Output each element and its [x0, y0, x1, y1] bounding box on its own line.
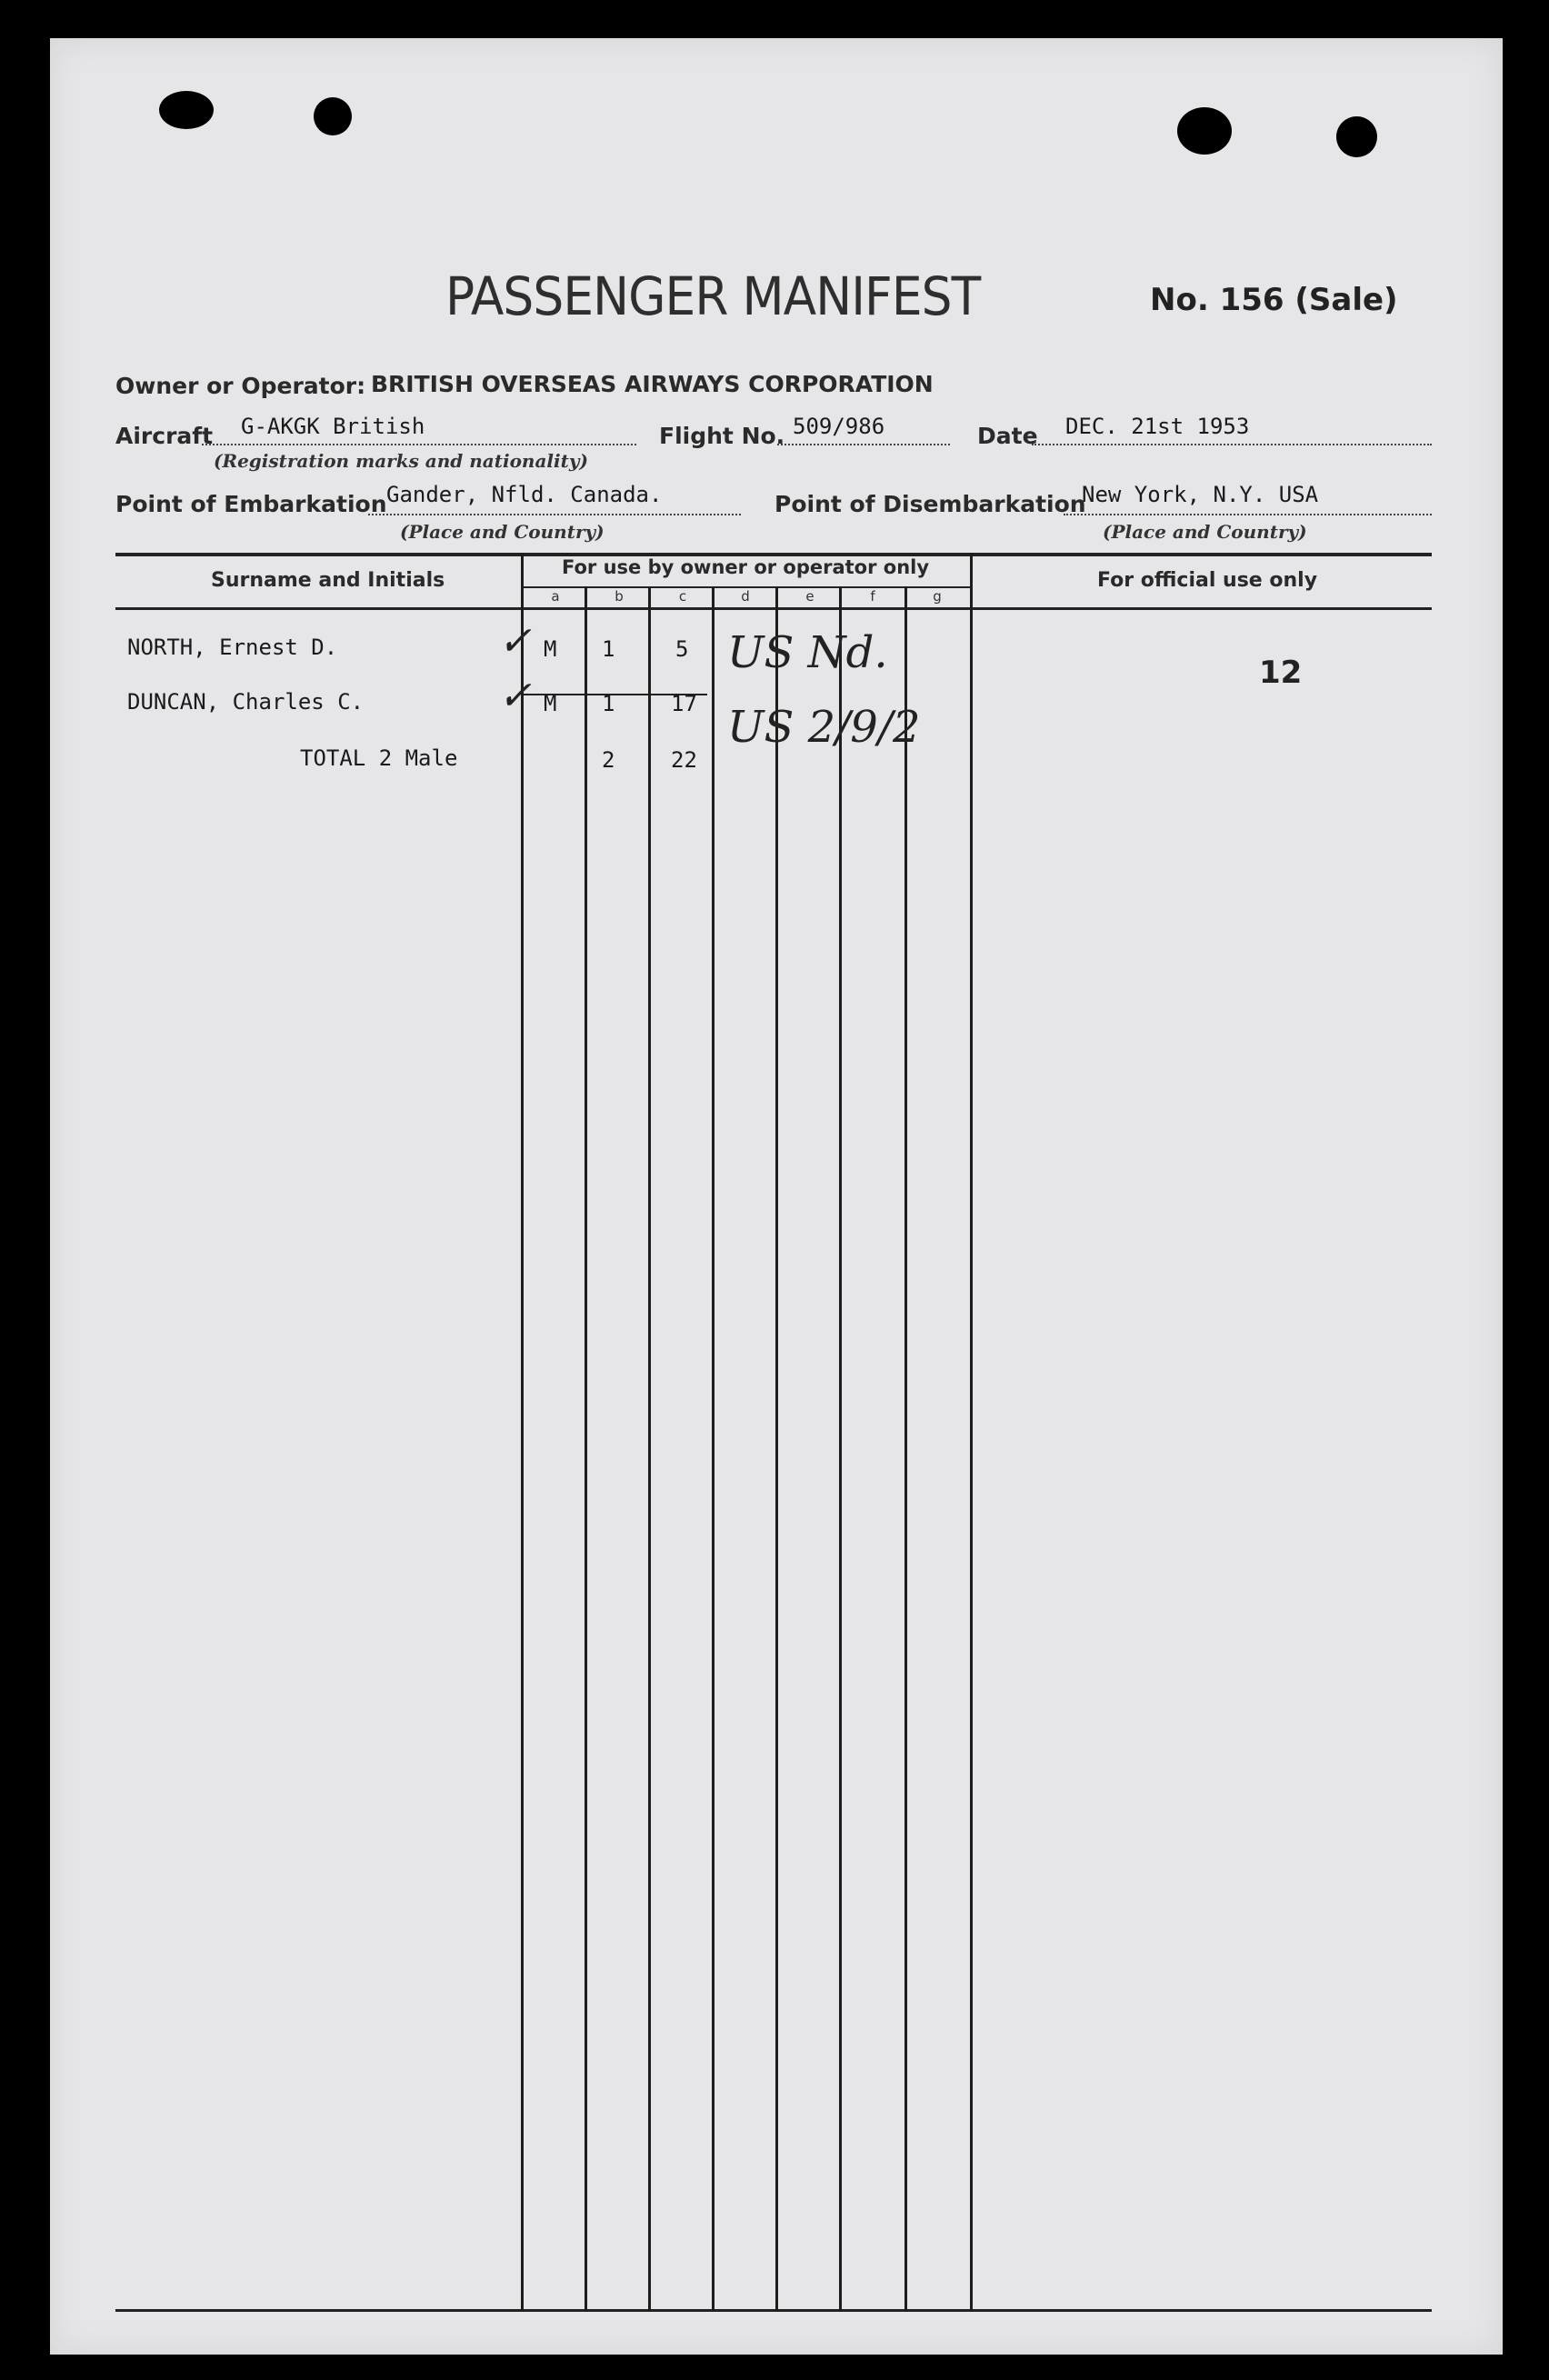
aircraft-underline	[202, 444, 636, 445]
col-header-c: c	[678, 588, 687, 605]
aircraft-value: G-AKGK British	[241, 414, 425, 439]
col-header-d: d	[741, 588, 750, 605]
col-header-a: a	[551, 588, 560, 605]
embarkation-label: Point of Embarkation	[115, 491, 387, 517]
cell-a: M	[544, 636, 557, 662]
punch-hole-right	[1336, 116, 1377, 157]
flight-label: Flight No.	[659, 423, 785, 449]
manifest-number: No. 156 (Sale)	[1150, 282, 1398, 318]
passenger-name: DUNCAN, Charles C.	[127, 689, 365, 715]
total-b: 2	[602, 747, 615, 773]
col-header-e: e	[805, 588, 814, 605]
date-underline	[1032, 444, 1432, 445]
col-line	[648, 586, 651, 2312]
cell-c: 17	[671, 691, 697, 716]
cell-a: M	[544, 691, 557, 716]
table-header-rule	[115, 607, 1432, 610]
embarkation-underline	[368, 514, 741, 515]
passenger-name: NORTH, Ernest D.	[127, 635, 338, 660]
handwritten-note: US 2/9/2	[727, 702, 921, 753]
cell-c: 5	[675, 636, 689, 662]
date-label: Date	[977, 423, 1038, 449]
flight-underline	[777, 444, 950, 445]
disembarkation-underline	[1064, 514, 1432, 515]
punch-hole-right-large	[1177, 107, 1232, 155]
total-c: 22	[671, 747, 697, 773]
cell-b: 1	[602, 636, 615, 662]
aircraft-caption: (Registration marks and nationality)	[214, 450, 588, 472]
surname-header: Surname and Initials	[211, 569, 445, 592]
owner-value: BRITISH OVERSEAS AIRWAYS CORPORATION	[371, 371, 934, 397]
embarkation-caption: (Place and Country)	[400, 521, 605, 543]
col-line	[904, 586, 907, 2312]
official-number: 12	[1259, 655, 1303, 691]
punch-hole-left-large	[159, 91, 214, 129]
col-header-f: f	[870, 588, 875, 605]
table-bottom-rule	[115, 2309, 1432, 2312]
col-header-b: b	[615, 588, 624, 605]
owner-label: Owner or Operator:	[115, 373, 366, 399]
page-title: PASSENGER MANIFEST	[445, 265, 981, 327]
official-header: For official use only	[1097, 569, 1318, 592]
flight-value: 509/986	[793, 414, 885, 439]
checkmark-icon: ✓	[498, 618, 532, 665]
aircraft-label: Aircraft	[115, 423, 214, 449]
col-line	[970, 553, 973, 2312]
handwritten-note: US Nd.	[727, 627, 888, 678]
col-header-g: g	[933, 588, 942, 605]
date-value: DEC. 21st 1953	[1065, 414, 1250, 439]
col-line	[521, 553, 524, 2312]
col-line	[712, 586, 715, 2312]
disembarkation-value: New York, N.Y. USA	[1082, 482, 1319, 507]
col-line	[839, 586, 842, 2312]
col-line	[585, 586, 587, 2312]
embarkation-value: Gander, Nfld. Canada.	[386, 482, 663, 507]
disembarkation-label: Point of Disembarkation	[774, 491, 1086, 517]
col-line	[775, 586, 778, 2312]
disembarkation-caption: (Place and Country)	[1103, 521, 1307, 543]
total-label: TOTAL 2 Male	[300, 745, 458, 771]
cell-b: 1	[602, 691, 615, 716]
punch-hole-left	[314, 97, 352, 135]
checkmark-icon: ✓	[498, 673, 532, 719]
owner-header: For use by owner or operator only	[562, 556, 930, 578]
